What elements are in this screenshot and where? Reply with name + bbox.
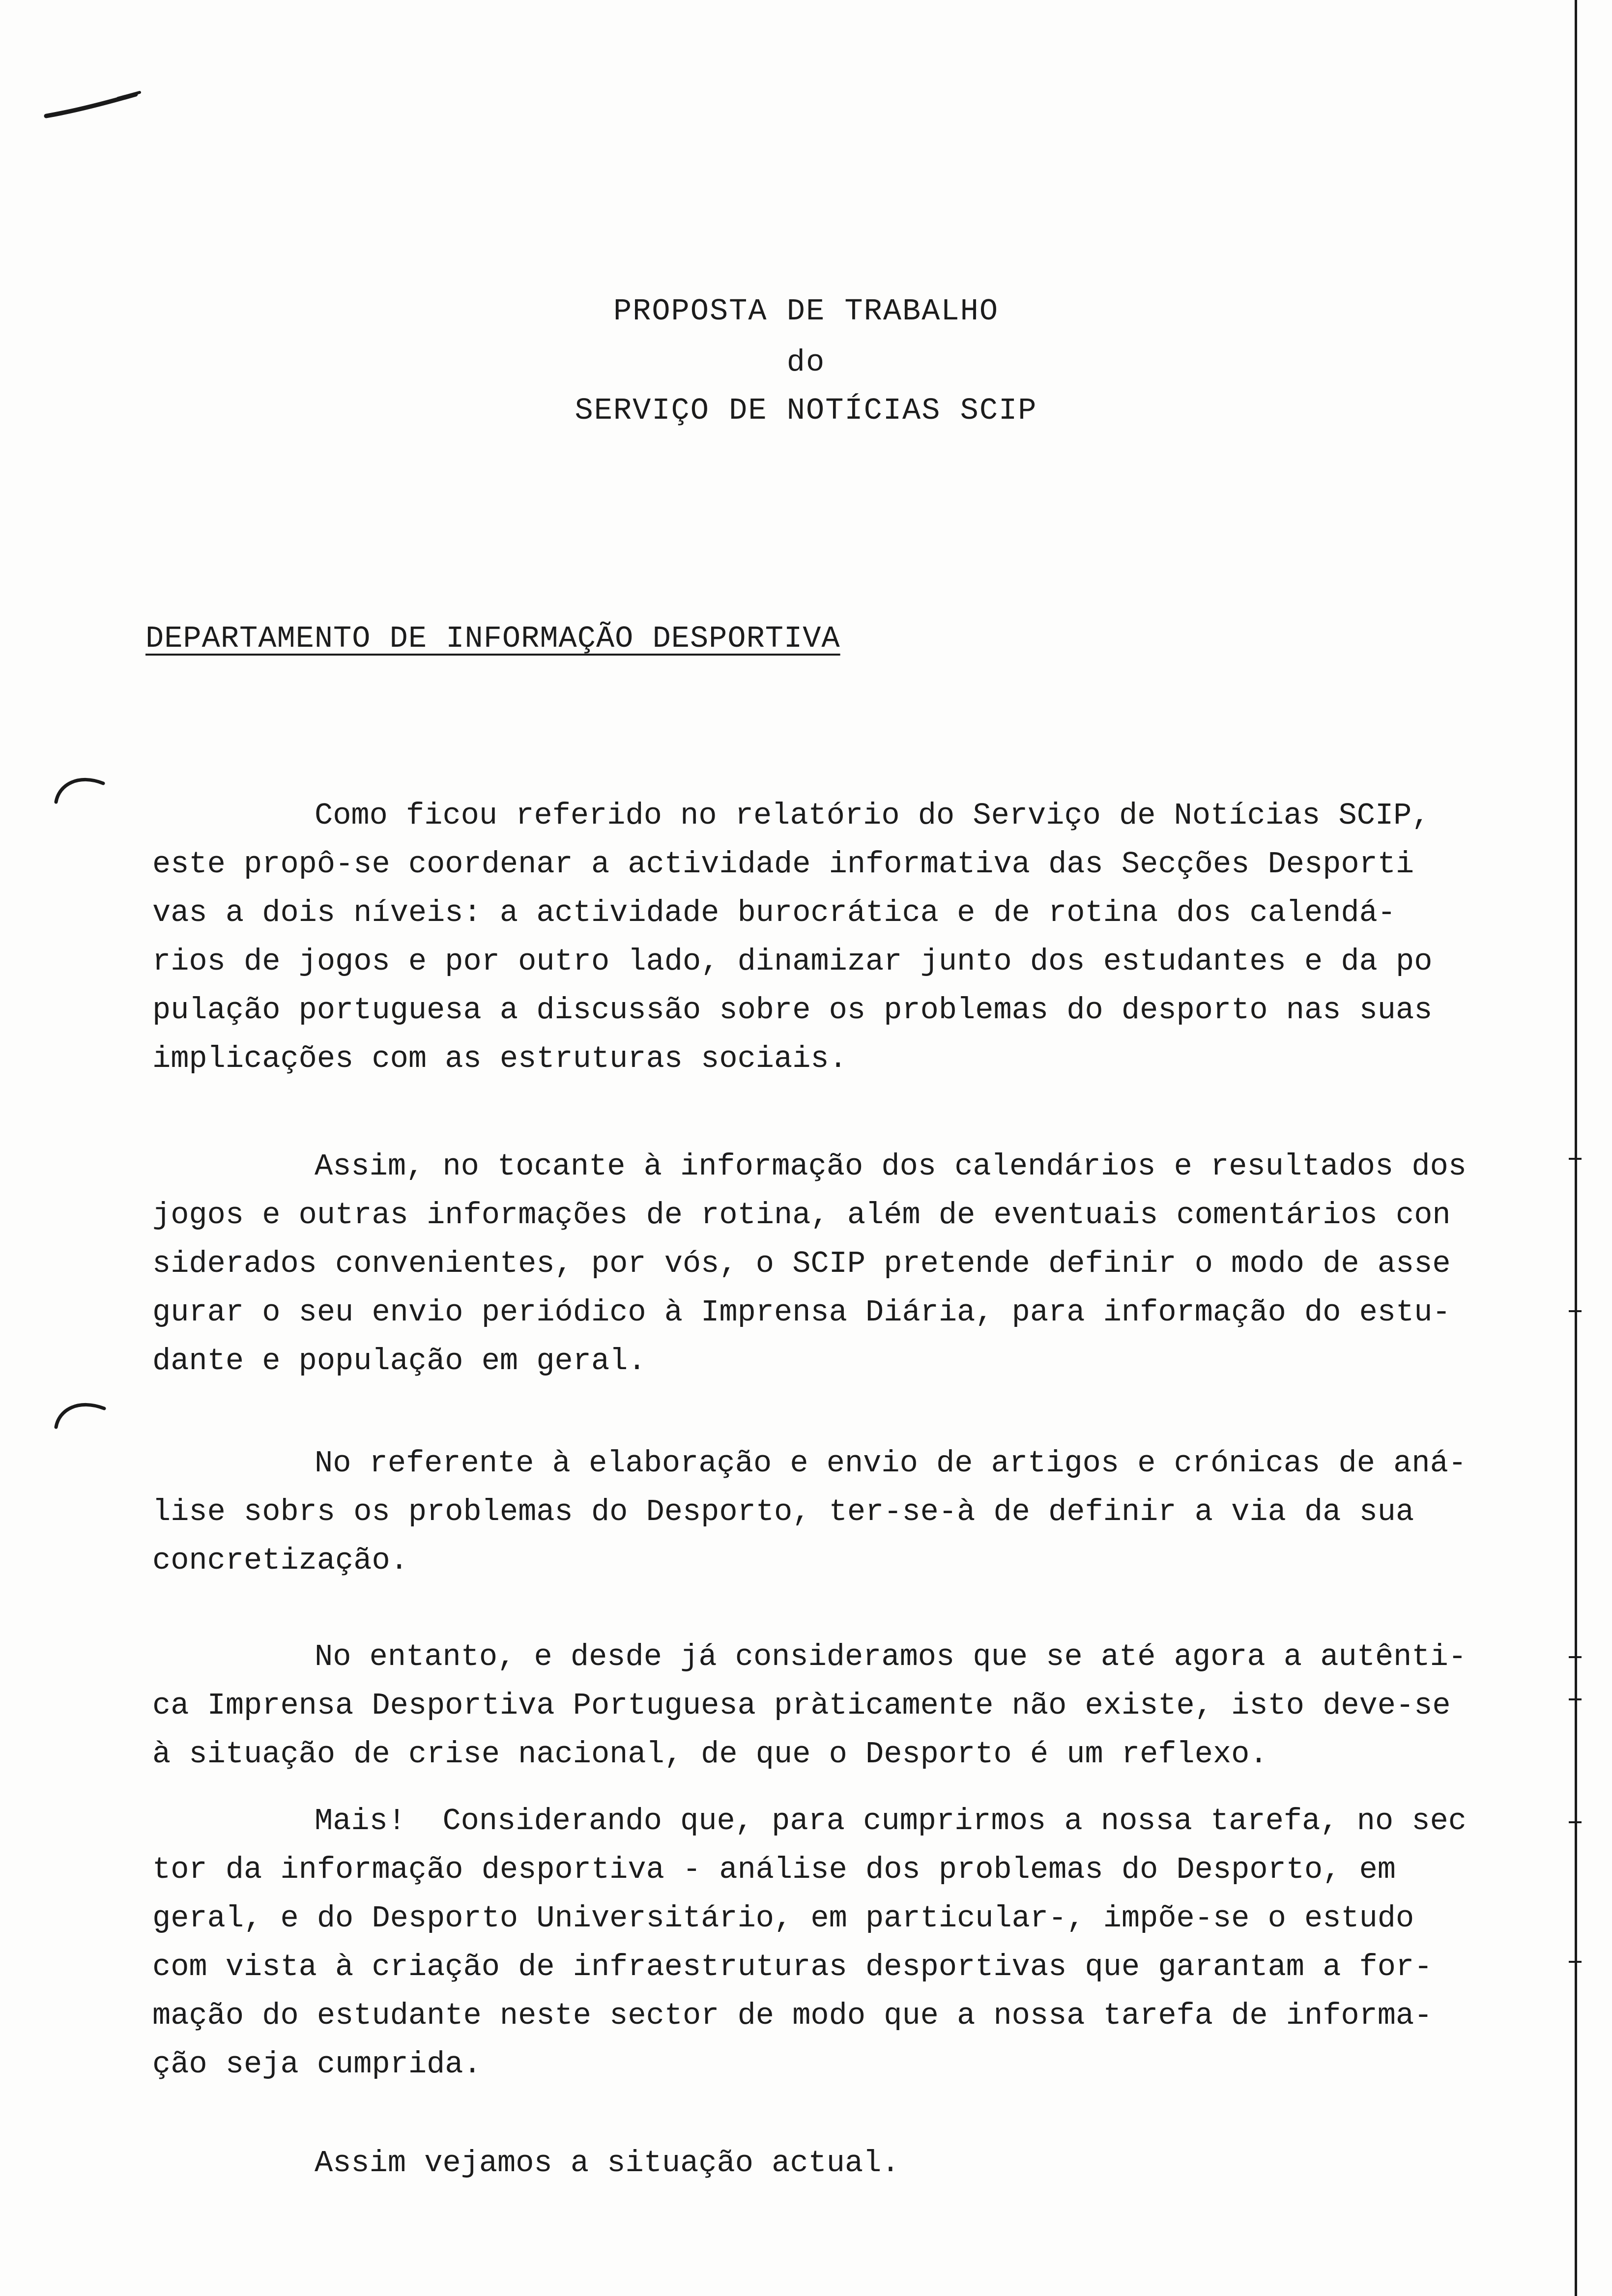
- paragraph: [152, 2139, 1568, 2187]
- text-line: No referente à elaboração e envio de artigos e crónicas de aná-: [315, 1446, 1467, 1481]
- text-line: tor da informação desportiva - análise dos problemas do Desporto, em: [152, 1852, 1396, 1887]
- margin-tick: [1569, 1656, 1582, 1658]
- proposal-subtitle: do: [786, 345, 826, 380]
- text-line: vas a dois níveis: a actividade burocrática e de rotina dos calendá-: [152, 895, 1396, 930]
- text-line: Como ficou referido no relatório do Serviço de Notícias SCIP,: [315, 798, 1430, 833]
- proposal-title: PROPOSTA DE TRABALHO: [613, 294, 999, 329]
- text-line: siderados convenientes, por vós, o SCIP pretende definir o modo de asse: [152, 1246, 1451, 1281]
- text-line: Assim vejamos a situação actual.: [315, 2146, 900, 2181]
- text-line: concretização.: [152, 1543, 408, 1578]
- margin-tick: [1569, 1310, 1582, 1312]
- text-line: ca Imprensa Desportiva Portuguesa pràticamente não existe, isto deve-se: [152, 1688, 1451, 1723]
- text-line: mação do estudante neste sector de modo que a nossa tarefa de informa-: [152, 1998, 1433, 2033]
- text-line: implicações com as estruturas sociais.: [152, 1041, 847, 1076]
- paragraph: [152, 791, 1568, 1083]
- pen-stroke-mark: [39, 84, 147, 128]
- text-line: este propô-se coordenar a actividade informativa das Secções Desporti: [152, 847, 1414, 882]
- text-line: Mais! Considerando que, para cumprirmos a nossa tarefa, no sec: [315, 1804, 1467, 1838]
- punch-hole-arc: [49, 1391, 113, 1435]
- text-line: rios de jogos e por outro lado, dinamizar junto dos estudantes e da po: [152, 944, 1433, 979]
- text-line: dante e população em geral.: [152, 1344, 646, 1378]
- section-title: DEPARTAMENTO DE INFORMAÇÃO DESPORTIVA: [145, 621, 840, 656]
- text-line: geral, e do Desporto Universitário, em particular-, impõe-se o estudo: [152, 1901, 1414, 1936]
- text-line: jogos e outras informações de rotina, além de eventuais comentários con: [152, 1198, 1451, 1233]
- text-line: No entanto, e desde já consideramos que se até agora a autênti-: [315, 1639, 1467, 1674]
- margin-tick: [1569, 1698, 1582, 1700]
- text-line: lise sobrs os problemas do Desporto, ter-se-à de definir a via da sua: [152, 1494, 1414, 1529]
- paragraph: [152, 1439, 1568, 1585]
- text-line: ção seja cumprida.: [152, 2047, 482, 2082]
- margin-tick: [1569, 1158, 1582, 1160]
- text-line: com vista à criação de infraestruturas desportivas que garantam a for-: [152, 1950, 1433, 1984]
- text-line: gurar o seu envio periódico à Imprensa Diária, para informação do estu-: [152, 1295, 1451, 1330]
- paragraph: [152, 1142, 1568, 1385]
- text-line: à situação de crise nacional, de que o Desporto é um reflexo.: [152, 1737, 1268, 1772]
- paragraph: [152, 1797, 1568, 2089]
- service-name: SERVIÇO DE NOTÍCIAS SCIP: [575, 393, 1037, 428]
- punch-hole-arc: [49, 767, 113, 811]
- right-margin-line: [1575, 0, 1577, 2296]
- margin-tick: [1569, 1821, 1582, 1823]
- text-line: pulação portuguesa a discussão sobre os problemas do desporto nas suas: [152, 993, 1433, 1028]
- margin-tick: [1569, 1961, 1582, 1963]
- paragraph: [152, 1633, 1568, 1779]
- text-line: Assim, no tocante à informação dos calendários e resultados dos: [315, 1149, 1467, 1184]
